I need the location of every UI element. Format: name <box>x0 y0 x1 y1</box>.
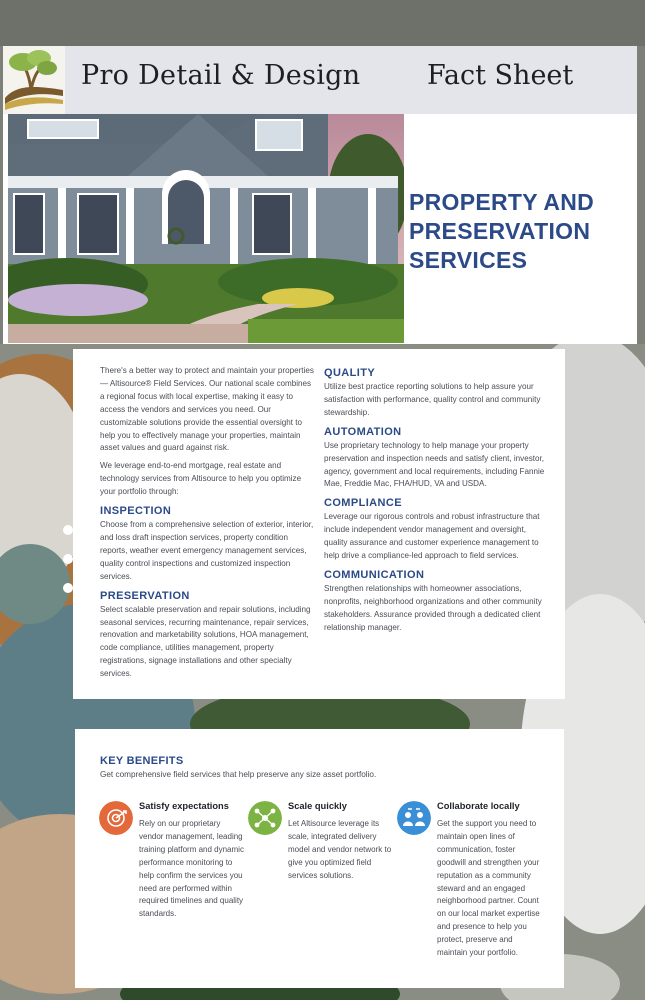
section-heading: INSPECTION <box>100 505 172 518</box>
benefit-text: Let Altisource leverage its scale, integrated delivery model and vendor network to give you optimized field services solutions. <box>288 819 392 880</box>
benefit-text: Rely on our proprietary vendor management, leading training platform and dynamic performance monitoring to help confirm the services you need are performed within required timelines and quality standards. <box>139 819 244 919</box>
right-column <box>324 365 546 640</box>
community-icon <box>397 801 431 835</box>
benefit-heading: Collaborate locally <box>437 801 520 811</box>
left-column <box>100 365 315 686</box>
section-heading: QUALITY <box>324 367 376 379</box>
carousel-dot <box>63 583 73 593</box>
key-benefits-subtitle: Get comprehensive field services that help preserve any size asset portfolio. <box>100 770 377 779</box>
tree-logo-icon <box>3 46 65 114</box>
section-heading: PRESERVATION <box>100 589 190 602</box>
house-photo <box>8 114 404 343</box>
intro-paragraph: We leverage end-to-end mortgage, real estate and technology services from Altisource to help you optimize your portfolio through: <box>100 461 302 497</box>
top-bar <box>0 0 645 46</box>
carousel-dot <box>63 554 73 564</box>
section-text: Choose from a comprehensive selection of exterior, interior, and loss draft inspection services, property condition reports, weather event emergency management services, quality control inspections and customized inspection services. <box>100 520 314 581</box>
benefit-heading: Satisfy expectations <box>139 801 229 811</box>
services-card <box>73 349 565 699</box>
company-title: Pro Detail & Design <box>81 60 361 91</box>
hero-banner <box>3 114 637 344</box>
carousel-dot <box>63 525 73 535</box>
key-benefits-card <box>75 729 564 988</box>
hero-title: PROPERTY AND PRESERVATION SERVICES <box>409 189 595 273</box>
document-type: Fact Sheet <box>427 60 574 91</box>
section-text: Strengthen relationships with homeowner associations, nonprofits, neighborhood organizations and other community stakeholders. Assurance provided through a dedicated client relationship manager. <box>324 583 542 632</box>
section-heading: COMPLIANCE <box>324 497 402 510</box>
section-text: Select scalable preservation and repair solutions, including seasonal services, recurring maintenance, repair services, renovation and marketability solutions, HOA management, code compliance, utilities management, property registrations, signage installations and other specialty services. <box>100 604 311 679</box>
network-icon <box>248 801 282 835</box>
target-icon <box>99 801 133 835</box>
section-text: Utilize best practice reporting solutions to help assure your satisfaction with performance, quality control and community stewardship. <box>324 382 541 417</box>
section-heading: AUTOMATION <box>324 425 402 438</box>
section-text: Use proprietary technology to help manage your property preservation and inspection needs and satisfy client, investor, agency, government and local requirements, including Fannie Mae, Freddie Mac, FHA/HUD, VA and USDA. <box>324 440 545 489</box>
intro-paragraph: There's a better way to protect and maintain your properties — Altisource® Field Services. Our national scale combines a regional focus with local expertise, making it easy to access the vendors and services you need. Our customizable solutions provide the essential oversight to help you to effectively manage your properties, maintain asset values and guard against risk. <box>100 366 314 453</box>
benefit-heading: Scale quickly <box>288 801 347 811</box>
benefit-text: Get the support you need to maintain open lines of communication, foster goodwill and strengthen your reputation as a community steward and an engaged neighborhood partner. Count on our local market expertise and presence to help you protect, preserve and maintain your portfolio. <box>437 819 540 958</box>
section-text: Leverage our rigorous controls and robust infrastructure that include independent vendor management and oversight, quality assurance and customer experience management to help drive a compliance-led approach to field services. <box>324 512 540 561</box>
header-bar <box>3 46 637 114</box>
section-heading: COMMUNICATION <box>324 568 425 581</box>
key-benefits-title: KEY BENEFITS <box>100 755 184 767</box>
